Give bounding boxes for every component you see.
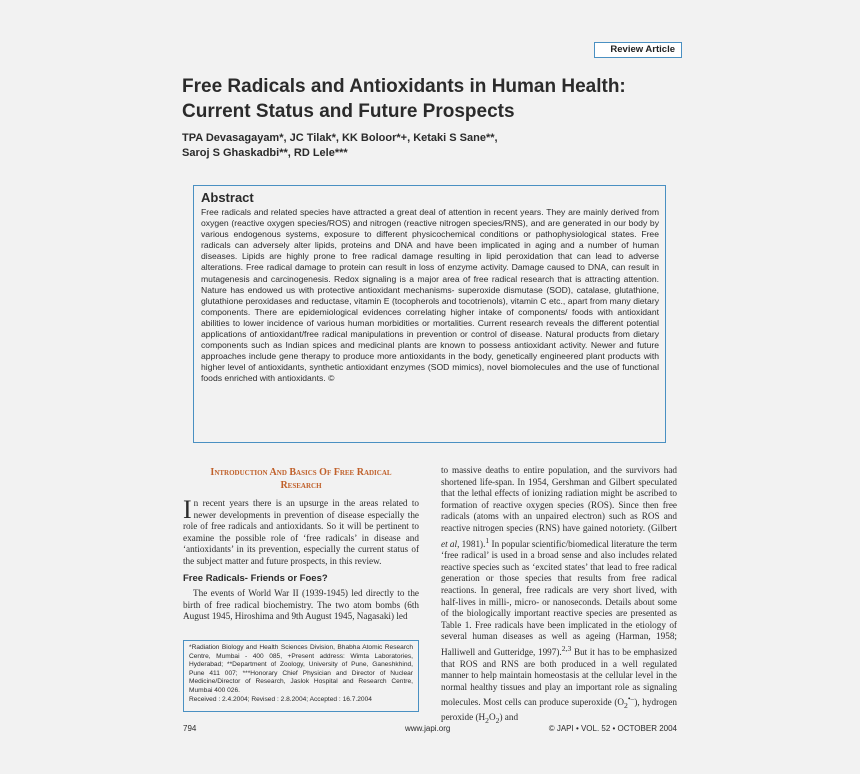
subscript: 2 bbox=[495, 715, 500, 725]
body-text-italic: et al bbox=[441, 538, 458, 549]
body-text: , 1981). bbox=[457, 538, 486, 549]
section-heading-line-2: Research bbox=[280, 480, 322, 491]
body-text: But it has to be emphasized that ROS and RNS are both produced in a well regulated manner to help maintain homeostasis at the cellular level in the normal healthy tissues and play an important role as signaling molecules. Most cells can produce superoxide (O bbox=[441, 647, 677, 708]
body-text: ) and bbox=[499, 711, 519, 722]
authors-line-2: Saroj S Ghaskadbi**, RD Lele*** bbox=[182, 147, 348, 159]
affiliation-text: *Radiation Biology and Health Sciences Division, Bhabha Atomic Research Centre, Mumbai - 400 085, +Present address: Wimta Laboratories, Hyderabad; **Department of Zoology, University of Pune, Ganeshkhind, Pune 411 007; ***Honorary Chief Physician and Director of Nuclear Medicine/Director of Research, Jaslok Hospital and Research Centre, Mumbai 400 026. bbox=[189, 644, 413, 694]
authors-line-1: TPA Devasagayam*, JC Tilak*, KK Boloor*+, Ketaki S Sane**, bbox=[182, 132, 498, 144]
body-text: O bbox=[488, 711, 496, 722]
intro-paragraph bbox=[183, 495, 419, 568]
left-column bbox=[183, 466, 419, 623]
title-line-1: Free Radicals and Antioxidants in Human Health: bbox=[182, 76, 626, 97]
author-list bbox=[182, 131, 662, 161]
received-dates: Received : 2.4.2004; Revised : 2.8.2004; Accepted : 16.7.2004 bbox=[189, 695, 372, 703]
page-footer bbox=[183, 724, 677, 736]
abstract-text: Free radicals and related species have attracted a great deal of attention in recent years. They are mainly derived from oxygen (reactive oxygen species/ROS) and nitrogen (reactive nitrogen species/RNS), and are generated in our body by various endogenous systems, exposure to different physicochemical conditions or pathophysiological states. Free radicals can adversely alter lipids, proteins and DNA and have been implicated in aging and a number of human diseases. Lipids are highly prone to free radical damage resulting in lipid peroxidation that can lead to adverse alterations. Free radical damage to protein can result in loss of enzyme activity. Damage caused to DNA, can result in mutagenesis and carcinogenesis. Redox signaling is a major area of free radical research that is attracting attention. Nature has endowed us with protective antioxidant mechanisms- superoxide dismutase (SOD), catalase, glutathione, glutathione peroxidases and reductase, vitamin E (tocopherols and tocotrienols), vitamin C etc., apart from many dietary components. There are epidemiological evidences correlating higher intake of components/ foods with antioxidant abilities to lower incidence of various human morbidities or mortalities. Current research reveals the different potential applications of antioxidant/free radical manipulations in prevention or control of disease. Natural products from dietary components such as Indian spices and medicinal plants are known to possess antioxidant activity. Newer and future approaches include gene therapy to produce more antioxidants in the body, genetically engineered plant products with higher level of antioxidants, synthetic antioxidant enzymes (SOD mimics), novel biomolecules and the use of functional foods enriched with antioxidants. © bbox=[201, 207, 659, 384]
journal-website: www.japi.org bbox=[405, 724, 451, 733]
article-title bbox=[182, 74, 702, 124]
subscript: 2 bbox=[624, 701, 628, 711]
page-number: 794 bbox=[183, 724, 197, 733]
drop-cap: I bbox=[183, 495, 192, 524]
title-line-2: Current Status and Future Prospects bbox=[182, 101, 515, 122]
section-heading bbox=[183, 466, 419, 492]
journal-citation: © JAPI • VOL. 52 • OCTOBER 2004 bbox=[548, 724, 677, 733]
section-heading-line-1: Introduction And Basics Of Free Radical bbox=[210, 467, 392, 478]
subsection-heading: Free Radicals- Friends or Foes? bbox=[183, 572, 328, 584]
abstract-box bbox=[193, 185, 666, 443]
body-paragraph: The events of World War II (1939-1945) led directly to the birth of free radical biochemistry. The two atom bombs (6th August 1945, Hiroshima and 9th August 1945, Nagasaki) led bbox=[183, 588, 419, 622]
body-text: to massive deaths to entire population, and the survivors had shortened life-span. In 1954, Gershman and Gilbert speculated that the lethal effects of ionizing radiation might be ascribed to formation of reactive oxygen species (ROS). Since then free radicals (atoms with an unpaired electron) such as ROS and reactive nitrogen species (RNS) have gained notoriety. (Gilbert bbox=[441, 465, 677, 533]
intro-text: n recent years there is an upsurge in the areas related to newer developments in prevention of disease especially the role of free radicals and antioxidants. So it will be pertinent to examine the possible role of ‘free radicals’ in disease and ‘antioxidants’ in its prevention, especially the current status of the subject matter and future prospects, in this review. bbox=[183, 498, 419, 566]
review-article-tag: Review Article bbox=[594, 42, 682, 58]
body-text: ), hydrogen peroxide (H bbox=[441, 697, 677, 722]
subscript: 2 bbox=[485, 715, 489, 725]
right-column bbox=[441, 465, 677, 726]
superscript: •– bbox=[627, 694, 635, 704]
citation-ref: 1 bbox=[485, 535, 490, 545]
affiliation-footnote bbox=[183, 640, 419, 712]
body-text: In popular scientific/biomedical literature the term ‘free radical’ is used in a broad sense and also includes related reactive species such as ‘excited states’ that lead to free radical generation or those species that results from free radical reactions. In general, free radicals are very short lived, with half-lives in milli-, micro- or nanoseconds. Details about some of the biologically important reactive species are presented as Table 1. Free radicals have been implicated in the etiology of several human diseases as well as ageing (Harman, 1958; Halliwell and Gutteridge, 1997). bbox=[441, 538, 677, 658]
citation-ref: 2,3 bbox=[561, 643, 572, 653]
abstract-heading: Abstract bbox=[201, 190, 254, 205]
